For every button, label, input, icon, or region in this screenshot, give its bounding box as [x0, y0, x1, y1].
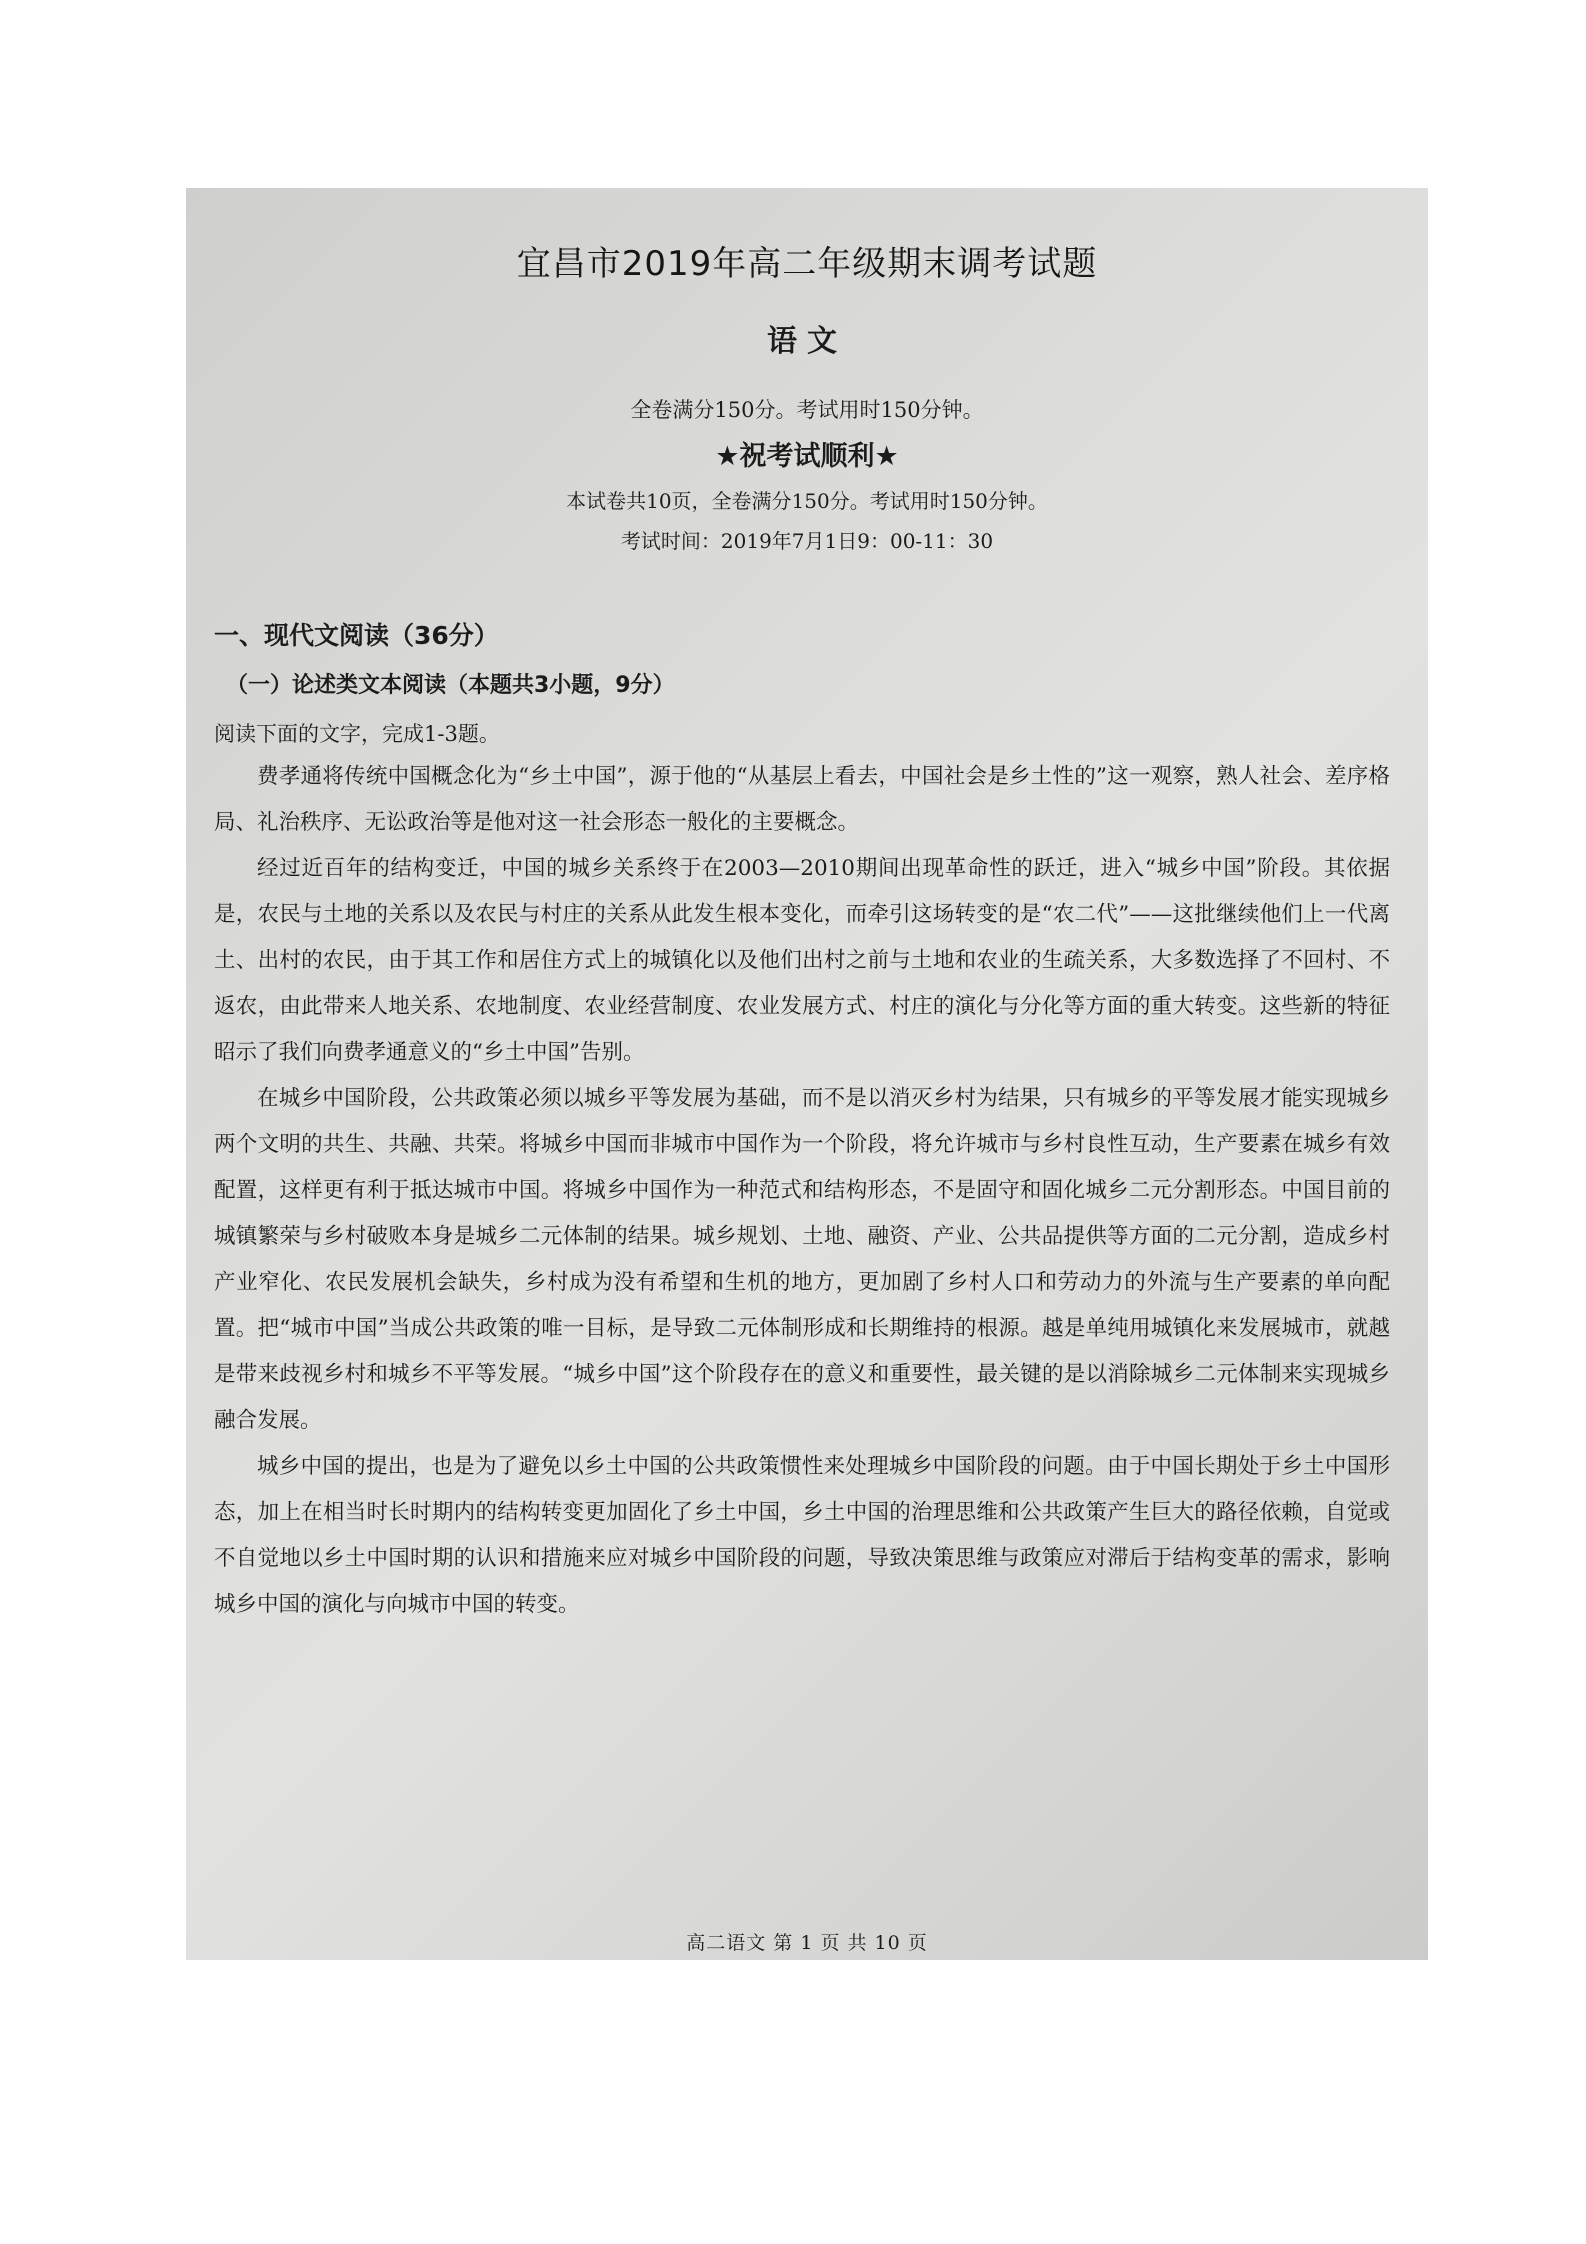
- pages-line: 本试卷共10页，全卷满分150分。考试用时150分钟。: [566, 489, 1048, 513]
- exam-page: [186, 188, 1428, 1960]
- passage-body: [214, 754, 1390, 1628]
- passage-paragraph: 城乡中国的提出，也是为了避免以乡土中国的公共政策惯性来处理城乡中国阶段的问题。由于中国长期处于乡土中国形态，加上在相当时长时期内的结构转变更加固化了乡土中国，乡土中国的治理思维和公共政策产生巨大的路径依赖，自觉或不自觉地以乡土中国时期的认识和措施来应对城乡中国阶段的问题，导致决策思维与政策应对滞后于结构变革的需求，影响城乡中国的演化与向城市中国的转变。: [214, 1454, 1390, 1617]
- exam-time-line: 考试时间：2019年7月1日9：00-11：30: [620, 529, 994, 553]
- page-footer: 高二语文 第 1 页 共 10 页: [686, 1932, 928, 1954]
- section-heading: 一、现代文阅读（36分）: [214, 621, 499, 650]
- exam-subject: 语文: [767, 324, 847, 359]
- exam-photo: [186, 188, 1428, 1960]
- reading-instruction: 阅读下面的文字，完成1-3题。: [214, 722, 500, 746]
- exam-title: 宜昌市2019年高二年级期末调考试题: [516, 244, 1098, 284]
- passage-paragraph: 在城乡中国阶段，公共政策必须以城乡平等发展为基础，而不是以消灭乡村为结果，只有城乡的平等发展才能实现城乡两个文明的共生、共融、共荣。将城乡中国而非城市中国作为一个阶段，将允许城市与乡村良性互动，生产要素在城乡有效配置，这样更有利于抵达城市中国。将城乡中国作为一种范式和结构形态，不是固守和固化城乡二元分割形态。中国目前的城镇繁荣与乡村破败本身是城乡二元体制的结果。城乡规划、土地、融资、产业、公共品提供等方面的二元分割，造成乡村产业窄化、农民发展机会缺失，乡村成为没有希望和生机的地方，更加剧了乡村人口和劳动力的外流与生产要素的单向配置。把“城市中国”当成公共政策的唯一目标，是导致二元体制形成和长期维持的根源。越是单纯用城镇化来发展城市，就越是带来歧视乡村和城乡不平等发展。“城乡中国”这个阶段存在的意义和重要性，最关键的是以消除城乡二元体制来实现城乡融合发展。: [214, 1086, 1390, 1433]
- good-luck-line: ★祝考试顺利★: [715, 441, 899, 472]
- passage-paragraph: 费孝通将传统中国概念化为“乡土中国”，源于他的“从基层上看去，中国社会是乡土性的”这一观察，熟人社会、差序格局、礼治秩序、无讼政治等是他对这一社会形态一般化的主要概念。: [214, 764, 1390, 835]
- passage-paragraph: 经过近百年的结构变迁，中国的城乡关系终于在2003—2010期间出现革命性的跃迁，进入“城乡中国”阶段。其依据是，农民与土地的关系以及农民与村庄的关系从此发生根本变化，而牵引这场转变的是“农二代”——这批继续他们上一代离土、出村的农民，由于其工作和居住方式上的城镇化以及他们出村之前与土地和农业的生疏关系，大多数选择了不回村、不返农，由此带来人地关系、农地制度、农业经营制度、农业发展方式、村庄的演化与分化等方面的重大转变。这些新的特征昭示了我们向费孝通意义的“乡土中国”告别。: [214, 856, 1390, 1065]
- subsection-heading: （一）论述类文本阅读（本题共3小题，9分）: [226, 673, 675, 698]
- score-time-line: 全卷满分150分。考试用时150分钟。: [630, 398, 984, 422]
